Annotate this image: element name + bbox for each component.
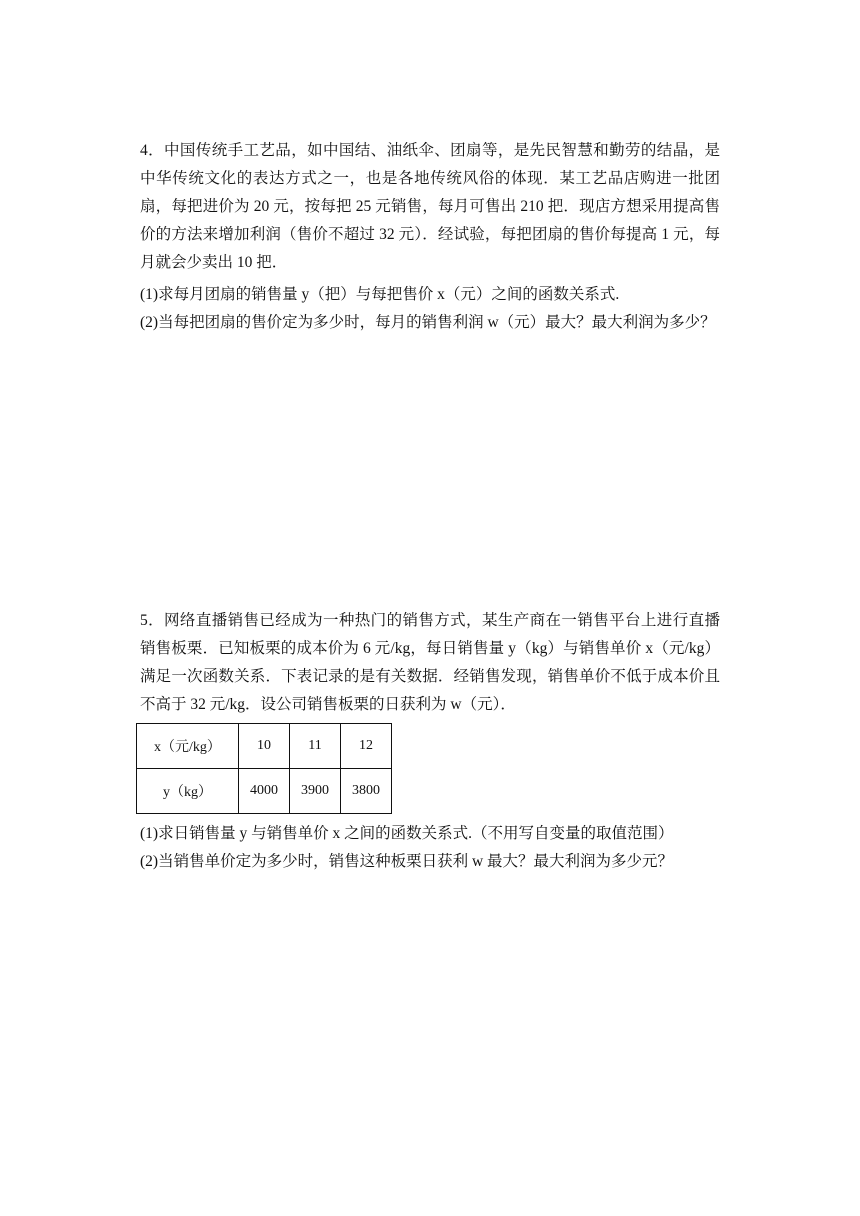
table-row-header-y: y（kg）: [137, 769, 239, 814]
data-table: [136, 723, 392, 814]
problem-5-question-2: (2)当销售单价定为多少时，销售这种板栗日获利 w 最大？最大利润为多少元？: [140, 853, 674, 870]
table-row: [137, 724, 392, 769]
problem-4-question-2: (2)当每把团扇的售价定为多少时，每月的销售利润 w（元）最大？最大利润为多少？: [140, 314, 716, 331]
table-cell: 3900: [290, 769, 341, 814]
data-table-wrapper: [140, 723, 720, 814]
problem-4-question-1: (1)求每月团扇的销售量 y（把）与每把售价 x（元）之间的函数关系式.: [140, 286, 620, 303]
table-cell: 12: [341, 724, 392, 769]
table-cell: 4000: [239, 769, 290, 814]
table-cell: 11: [290, 724, 341, 769]
problem-5-question-1: (1)求日销售量 y 与销售单价 x 之间的函数关系式.（不用写自变量的取值范围）: [140, 825, 674, 842]
problem-5: [140, 607, 720, 876]
problem-5-statement: 5．网络直播销售已经成为一种热门的销售方式，某生产商在一销售平台上进行直播销售板栗．已知板栗的成本价为 6 元/kg，每日销售量 y（kg）与销售单价 x（元/kg）满足一次函数关系．下表记录的是有关数据．经销售发现，销售单价不低于成本价且不高于 32 元/kg．设公司销售板栗的日获利为 w（元）．: [140, 612, 720, 713]
problem-4: [140, 137, 720, 337]
problem-4-statement: 4．中国传统手工艺品，如中国结、油纸伞、团扇等，是先民智慧和勤劳的结晶，是中华传统文化的表达方式之一，也是各地传统风俗的体现．某工艺品店购进一批团扇，每把进价为 20 元，按每把 25 元销售，每月可售出 210 把．现店方想采用提高售价的方法来增加利润（售价不超过 32 元）．经试验，每把团扇的售价每提高 1 元，每月就会少卖出 10 把．: [140, 142, 720, 271]
table-cell: 10: [239, 724, 290, 769]
table-row: [137, 769, 392, 814]
table-cell: 3800: [341, 769, 392, 814]
table-row-header-x: x（元/kg）: [137, 724, 239, 769]
